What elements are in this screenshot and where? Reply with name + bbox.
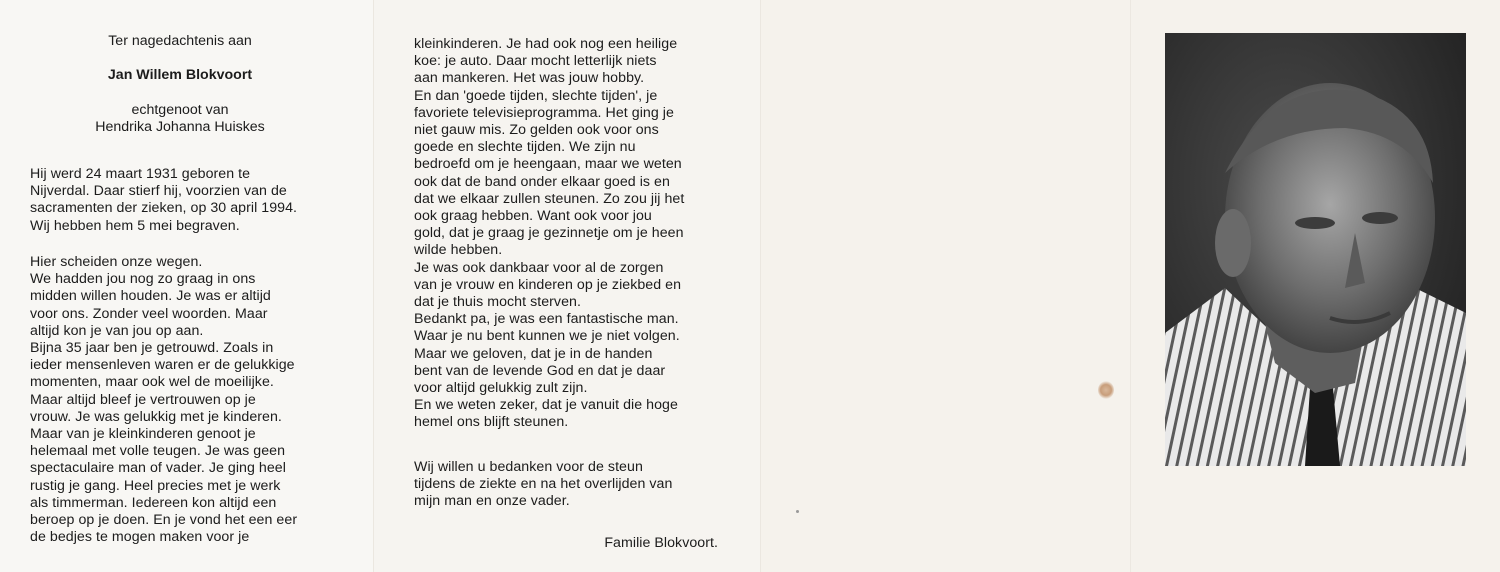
text-line: beroep op je doen. En je vond het een eer (30, 512, 298, 529)
text-line: vrouw. Je was gelukkig met je kinderen. (30, 408, 282, 425)
text-line: van je vrouw en kinderen op je ziekbed en (414, 276, 682, 293)
text-line: de bedjes te mogen maken voor je (30, 529, 250, 546)
thanks-paragraph (414, 459, 714, 511)
text-line: bedroefd om je heengaan, maar we weten (414, 156, 682, 173)
text-line: Bedankt pa, je was een fantastische man. (414, 311, 679, 328)
text-line: goede en slechte tijden. We zijn nu (414, 139, 636, 156)
text-line: niet gauw mis. Zo gelden ook voor ons (414, 122, 659, 139)
text-line: tijdens de ziekte en na het overlijden van (414, 476, 673, 493)
text-line: Wij hebben hem 5 mei begraven. (30, 217, 240, 234)
text-line: Je was ook dankbaar voor al de zorgen (414, 259, 664, 276)
text-line: sacramenten der zieken, op 30 april 1994. (30, 200, 298, 217)
text-line: dat je thuis mocht sterven. (414, 294, 581, 311)
spouse-name: Hendrika Johanna Huiskes (95, 119, 265, 135)
text-line: Nijverdal. Daar stierf hij, voorzien van de (30, 183, 287, 200)
text-line: We hadden jou nog zo graag in ons (30, 271, 256, 288)
text-line: midden willen houden. Je was er altijd (30, 288, 271, 305)
text-line: En we weten zeker, dat je vanuit die hoge (414, 397, 678, 414)
text-line: favoriete televisieprogramma. Het ging je (414, 104, 674, 121)
paper-stain (1098, 381, 1114, 399)
text-line: kleinkinderen. Je had ook nog een heilige (414, 36, 678, 52)
text-line: spectaculaire man of vader. Je ging heel (30, 460, 286, 477)
text-line: hemel ons blijft steunen. (414, 414, 569, 431)
text-line: bent van de levende God en dat je daar (414, 362, 666, 379)
paper-speck (796, 510, 799, 513)
tribute-paragraph-left (30, 254, 330, 546)
text-line: voor altijd gelukkig zult zijn. (414, 380, 588, 397)
text-line: Maar we geloven, dat je in de handen (414, 345, 653, 362)
text-line: rustig je gang. Heel precies met je werk (30, 477, 281, 494)
birth-death-paragraph (30, 166, 330, 235)
text-line: momenten, maar ook wel de moeilijke. (30, 374, 274, 391)
text-line: Hier scheiden onze wegen. (30, 254, 203, 270)
fold-line (1130, 0, 1131, 572)
tribute-paragraph-middle (414, 36, 714, 432)
text-line: dat we elkaar zullen steunen. Zo zou jij het (414, 190, 685, 207)
deceased-name: Jan Willem Blokvoort (107, 67, 253, 83)
text-line: ook dat de band onder elkaar goed is en (414, 173, 670, 190)
text-line: voor ons. Zonder veel woorden. Maar (30, 305, 268, 322)
text-line: ook graag hebben. Want ook voor jou (414, 208, 652, 225)
portrait-image (1165, 33, 1466, 466)
text-line: wilde hebben. (414, 242, 503, 259)
text-line: Wij willen u bedanken voor de steun (414, 459, 643, 475)
text-line: Waar je nu bent kunnen we je niet volgen. (414, 328, 680, 345)
text-line: koe: je auto. Daar mocht letterlijk niets (414, 53, 657, 70)
text-line: En dan 'goede tijden, slechte tijden', je (414, 87, 658, 104)
intro-text: Ter nagedachtenis aan (108, 33, 252, 49)
text-line: Bijna 35 jaar ben je getrouwd. Zoals in (30, 340, 274, 357)
text-line: aan mankeren. Het was jouw hobby. (414, 70, 645, 87)
text-line: Hij werd 24 maart 1931 geboren te (30, 166, 251, 182)
relation-text: echtgenoot van (131, 102, 229, 118)
text-line: Maar van je kleinkinderen genoot je (30, 426, 256, 443)
text-line: Maar altijd bleef je vertrouwen op je (30, 391, 256, 408)
text-line: mijn man en onze vader. (414, 493, 570, 510)
text-line: helemaal met volle teugen. Je was geen (30, 443, 286, 460)
text-line: gold, dat je graag je gezinnetje om je heen (414, 225, 684, 242)
text-line: altijd kon je van jou op aan. (30, 322, 204, 339)
family-signature: Familie Blokvoort. (604, 535, 718, 551)
text-line: als timmerman. Iedereen kon altijd een (30, 494, 277, 511)
text-line: ieder mensenleven waren er de gelukkige (30, 357, 295, 374)
portrait-photo (1165, 33, 1466, 466)
